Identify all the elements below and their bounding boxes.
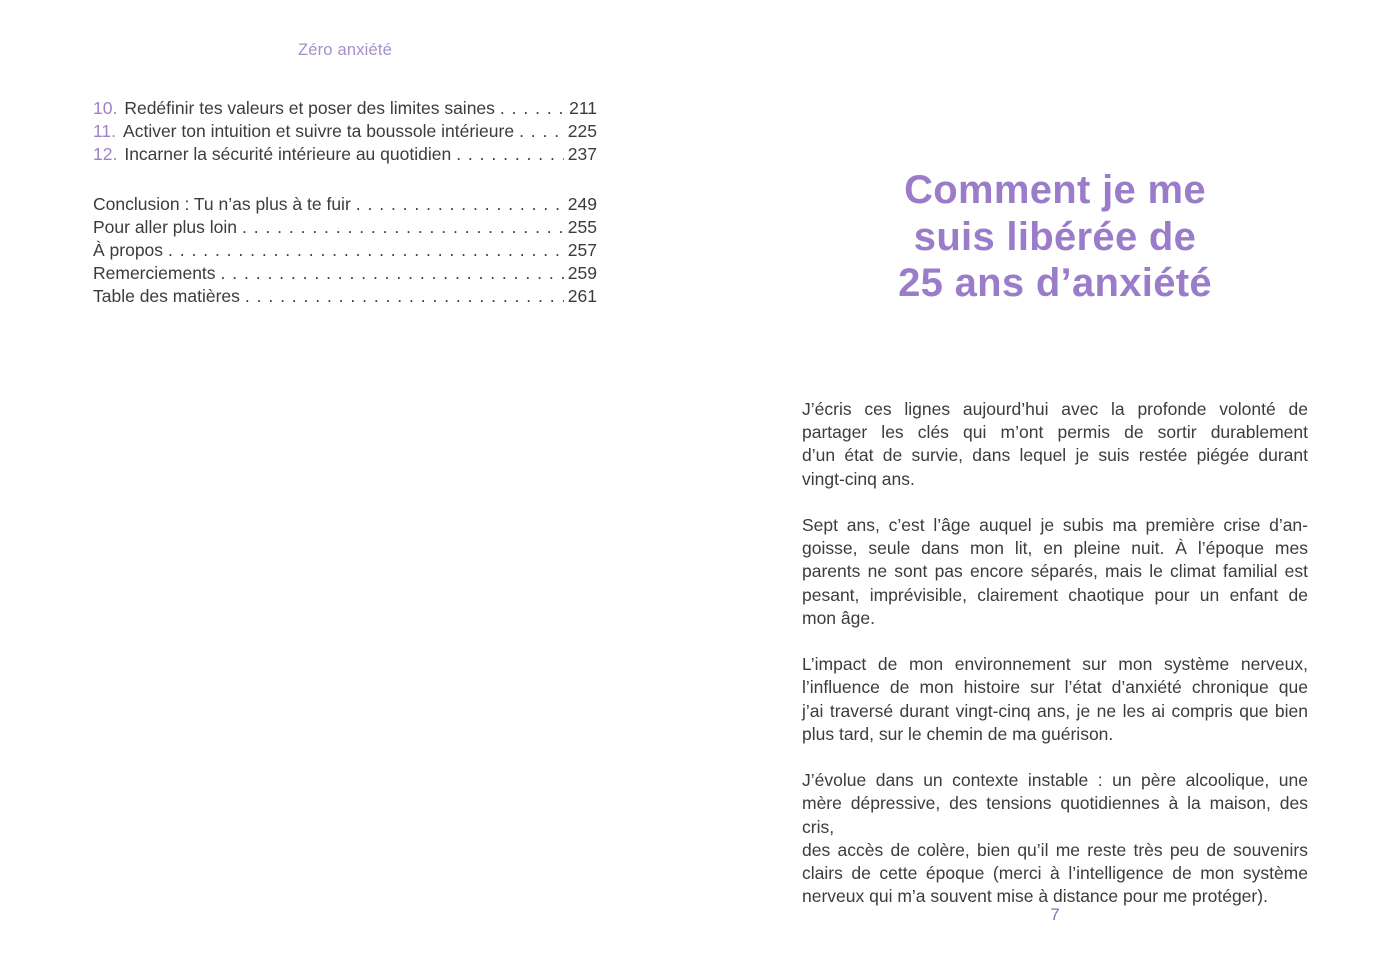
body-line: goisse, seule dans mon lit, en pleine nuit. À l’époque mes	[802, 538, 1308, 559]
toc-page-number: 257	[567, 240, 597, 261]
toc-page-number: 259	[567, 263, 597, 284]
toc-numbered-group	[93, 97, 597, 167]
table-of-contents	[93, 97, 597, 309]
toc-page-number: 237	[567, 144, 597, 165]
toc-entry	[93, 285, 597, 308]
body-line: j’ai traversé durant vingt-cinq ans, je ne les ai compris que bien	[802, 700, 1308, 721]
body-line: d’un état de survie, dans lequel je suis restée piégée durant	[802, 445, 1308, 466]
paragraph	[802, 398, 1308, 491]
toc-page-number: 225	[567, 121, 597, 142]
body-line: des accès de colère, bien qu’il me reste très peu de souvenirs	[802, 839, 1308, 860]
toc-page-number: 211	[569, 98, 597, 118]
toc-entry-label: Incarner la sécurité intérieure au quotidien	[124, 144, 452, 165]
body-line: L’impact de mon environnement sur mon système nerveux,	[802, 654, 1308, 675]
toc-entry	[93, 216, 597, 239]
body-line: vingt-cinq ans.	[802, 468, 915, 489]
chapter-title	[802, 167, 1308, 307]
body-line: Sept ans, c’est l’âge auquel je subis ma première crise d’an-	[802, 515, 1308, 535]
dot-leader	[519, 120, 564, 143]
toc-entry-label: À propos	[93, 240, 164, 261]
dot-leader	[356, 193, 564, 216]
toc-entry	[93, 262, 597, 285]
dot-leader	[500, 97, 564, 120]
body-line: mon âge.	[802, 607, 875, 628]
body-line: mère dépressive, des tensions quotidiennes à la maison, des cris,	[802, 793, 1308, 837]
body-line: plus tard, sur le chemin de ma guérison.	[802, 723, 1114, 744]
chapter-title-line: 25 ans d’anxiété	[898, 261, 1212, 305]
body-line: clairs de cette époque (merci à l’intelligence de mon système	[802, 863, 1308, 884]
toc-chapter-number: 12.	[93, 144, 118, 165]
toc-page-number: 249	[567, 193, 597, 214]
running-header: Zéro anxiété	[297, 41, 393, 59]
dot-leader	[456, 143, 564, 166]
toc-entry	[93, 120, 597, 143]
toc-backmatter-group	[93, 193, 597, 309]
right-page	[802, 0, 1308, 980]
chapter-body	[802, 398, 1308, 908]
dot-leader	[245, 285, 564, 308]
dot-leader	[221, 262, 564, 285]
toc-entry-label: Remerciements	[93, 263, 216, 284]
toc-entry	[93, 143, 597, 166]
chapter-title-line: suis libérée de	[913, 214, 1197, 259]
body-line: l’influence de mon histoire sur l’état d’anxiété chronique que	[802, 677, 1308, 698]
toc-entry-label: Conclusion : Tu n’as plus à te fuir	[93, 193, 351, 214]
paragraph	[802, 653, 1308, 746]
page-number: 7	[1050, 905, 1060, 924]
body-line: J’évolue dans un contexte instable : un père alcoolique, une	[802, 770, 1308, 791]
toc-entry	[93, 97, 597, 120]
dot-leader	[242, 216, 564, 239]
left-page	[93, 0, 597, 980]
toc-entry	[93, 193, 597, 216]
toc-entry-label: Pour aller plus loin	[93, 216, 237, 237]
body-line: nerveux qui m’a souvent mise à distance pour me protéger).	[802, 886, 1268, 907]
toc-page-number: 255	[567, 216, 597, 237]
toc-entry-label: Table des matières	[93, 286, 240, 307]
dot-leader	[168, 239, 564, 262]
chapter-title-line: Comment je me	[904, 168, 1206, 212]
paragraph	[802, 769, 1308, 908]
body-line: parents ne sont pas encore séparés, mais le climat familial est	[802, 561, 1308, 582]
toc-entry-label: Redéfinir tes valeurs et poser des limites saines	[124, 98, 495, 118]
toc-page-number: 261	[567, 286, 597, 307]
paragraph	[802, 514, 1308, 630]
toc-chapter-number: 11.	[93, 121, 117, 142]
toc-chapter-number: 10.	[93, 98, 118, 118]
toc-entry	[93, 239, 597, 262]
toc-entry-label: Activer ton intuition et suivre ta boussole intérieure	[123, 121, 515, 142]
body-line: pesant, imprévisible, clairement chaotique pour un enfant de	[802, 584, 1308, 605]
body-line: J’écris ces lignes aujourd’hui avec la profonde volonté de	[802, 399, 1308, 419]
body-line: partager les clés qui m’ont permis de sortir durablement	[802, 422, 1308, 443]
